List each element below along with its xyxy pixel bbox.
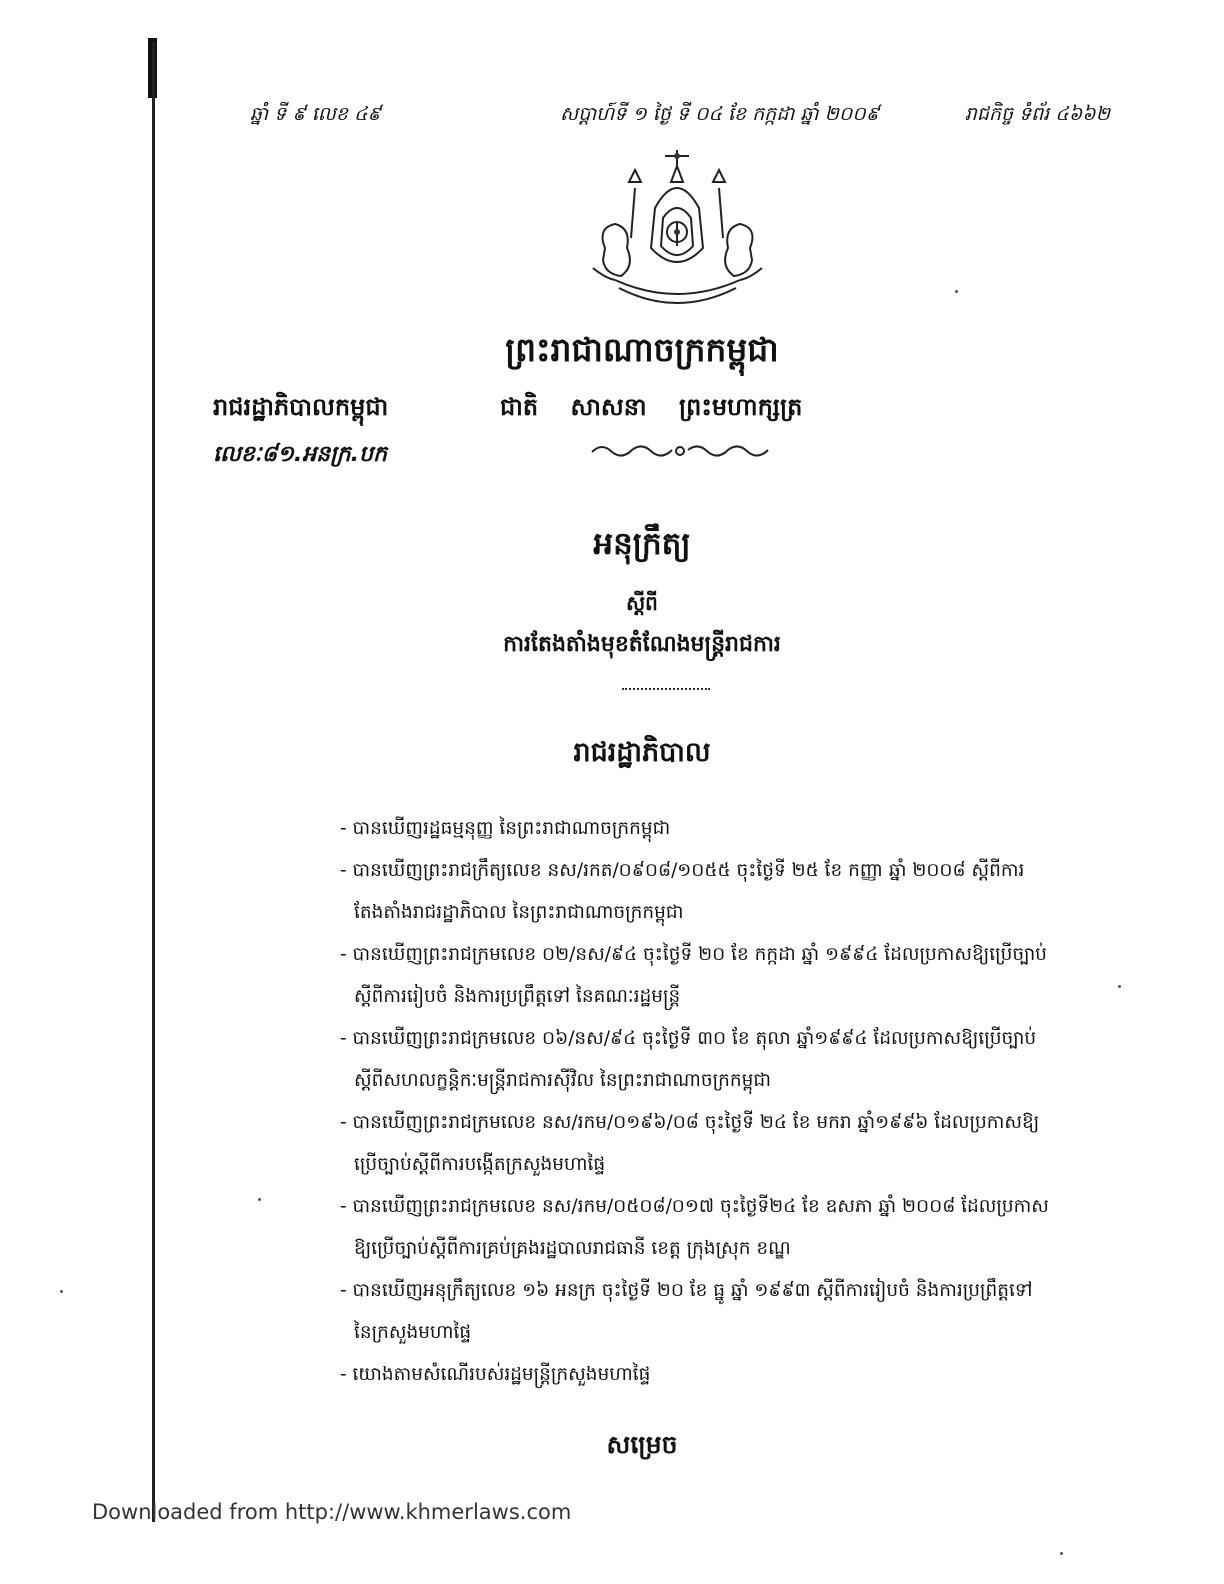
clause-text: - បានឃើញព្រះរាជក្រឹត្យលេខ នស/រកត/០៩០៨/១០៥៥ ចុះថ្ងៃទី ២៥ ខែ កញ្ញា ឆ្នាំ ២០០៨ ស្តីពីការ — [340, 860, 1025, 881]
clause-text: - យោងតាមសំណើរបស់រដ្ឋមន្ត្រីក្រសួងមហាផ្ទៃ — [340, 1364, 651, 1385]
clause-continuation: ប្រើច្បាប់ស្តីពីការបង្កើតក្រសួងមហាផ្ទៃ — [354, 1154, 606, 1175]
decorative-ornament-icon — [588, 440, 773, 462]
clause-continuation: នៃក្រសួងមហាផ្ទៃ — [354, 1322, 472, 1343]
issuing-authority: រាជរដ្ឋាភិបាលកម្ពុជា — [213, 393, 389, 421]
divider — [622, 688, 710, 690]
clause-text: - បានឃើញព្រះរាជក្រមលេខ នស/រកម/០៥០៨/០១៧ ចុះថ្ងៃទី២៤ ខែ ឧសភា ឆ្នាំ ២០០៨ ដែលប្រកាស — [340, 1196, 1049, 1217]
issuer-heading: រាជរដ្ឋាភិបាល — [573, 737, 711, 768]
scan-speck — [955, 290, 958, 293]
preamble-clauses — [340, 808, 1110, 1396]
clause-continuation: ស្តីពីការរៀបចំ និងការប្រព្រឹត្តទៅ នៃគណៈរដ្ឋមន្ត្រី — [354, 986, 681, 1007]
clause-text: - បានឃើញរដ្ឋធម្មនុញ្ញ នៃព្រះរាជាណាចក្រកម្ពុជា — [340, 818, 671, 839]
national-motto: ជាតិ សាសនា ព្រះមហាក្សត្រ — [500, 393, 803, 421]
binder-line — [152, 42, 155, 1522]
clause-text: - បានឃើញព្រះរាជក្រមលេខ នស/រកម/០១៩៦/០៨ ចុះថ្ងៃទី ២៤ ខែ មករា ឆ្នាំ១៩៩៦ ដែលប្រកាសឱ្យ — [340, 1112, 1040, 1133]
preamble-clause — [340, 1354, 1110, 1396]
clause-text: - បានឃើញព្រះរាជក្រមលេខ ០៦/នស/៩៤ ចុះថ្ងៃទី ៣០ ខែ តុលា ឆ្នាំ១៩៩៤ ដែលប្រកាសឱ្យប្រើច្បាប់ — [340, 1028, 1037, 1049]
gazette-date: សប្តាហ៍ទី ១ ថ្ងៃ ទី ០៤ ខែ កក្កដា ឆ្នាំ ២០០៩ — [560, 103, 880, 125]
preamble-clause — [340, 1186, 1110, 1270]
royal-coat-of-arms-icon — [585, 148, 770, 318]
concerning-label: ស្តីពី — [626, 591, 658, 615]
preamble-clause — [340, 934, 1110, 1018]
clause-continuation: ស្តីពីសហលក្ខន្តិកៈមន្ត្រីរាជការស៊ីវិល នៃព្រះរាជាណាចក្រកម្ពុជា — [354, 1070, 771, 1091]
clause-text: - បានឃើញព្រះរាជក្រមលេខ ០២/នស/៩៤ ចុះថ្ងៃទី ២០ ខែ កក្កដា ឆ្នាំ ១៩៩៤ ដែលប្រកាសឱ្យប្រើច្បាប់ — [340, 944, 1047, 965]
document-type: អនុក្រឹត្យ — [593, 526, 691, 562]
gazette-year-issue: ឆ្នាំ ទី ៩ លេខ ៤៩ — [250, 103, 381, 125]
decides-heading: សម្រេច — [606, 1430, 678, 1459]
preamble-clause — [340, 808, 1110, 850]
preamble-clause — [340, 1018, 1110, 1102]
document-number: លេខៈ៨១.អនក្រ.បក — [213, 442, 387, 467]
document-subject: ការតែងតាំងមុខតំណែងមន្ត្រីរាជការ — [503, 632, 781, 657]
clause-continuation: ឱ្យប្រើច្បាប់ស្តីពីការគ្រប់គ្រងរដ្ឋបាលរាជធានី ខេត្ត ក្រុងស្រុក ខណ្ឌ — [354, 1238, 791, 1259]
scan-speck — [60, 1290, 63, 1293]
download-source-footer: Downloaded from http://www.khmerlaws.com — [92, 1500, 572, 1524]
clause-text: - បានឃើញអនុក្រឹត្យលេខ ១៦ អនក្រ ចុះថ្ងៃទី ២០ ខែ ធ្នូ ឆ្នាំ ១៩៩៣ ស្តីពីការរៀបចំ និងការប្រព្រឹត្តទៅ — [340, 1280, 1033, 1301]
preamble-clause — [340, 850, 1110, 934]
scan-speck — [1060, 1552, 1063, 1555]
scan-speck — [1118, 985, 1121, 988]
preamble-clause — [340, 1102, 1110, 1186]
scan-speck — [258, 1198, 261, 1201]
gazette-header — [250, 102, 1110, 132]
clause-continuation: តែងតាំងរាជរដ្ឋាភិបាល នៃព្រះរាជាណាចក្រកម្ពុជា — [354, 902, 684, 923]
kingdom-title: ព្រះរាជាណាចក្រកម្ពុជា — [505, 330, 779, 369]
gazette-page: រាជកិច្ច ទំព័រ ៤៦៦២ — [964, 103, 1110, 125]
preamble-clause — [340, 1270, 1110, 1354]
